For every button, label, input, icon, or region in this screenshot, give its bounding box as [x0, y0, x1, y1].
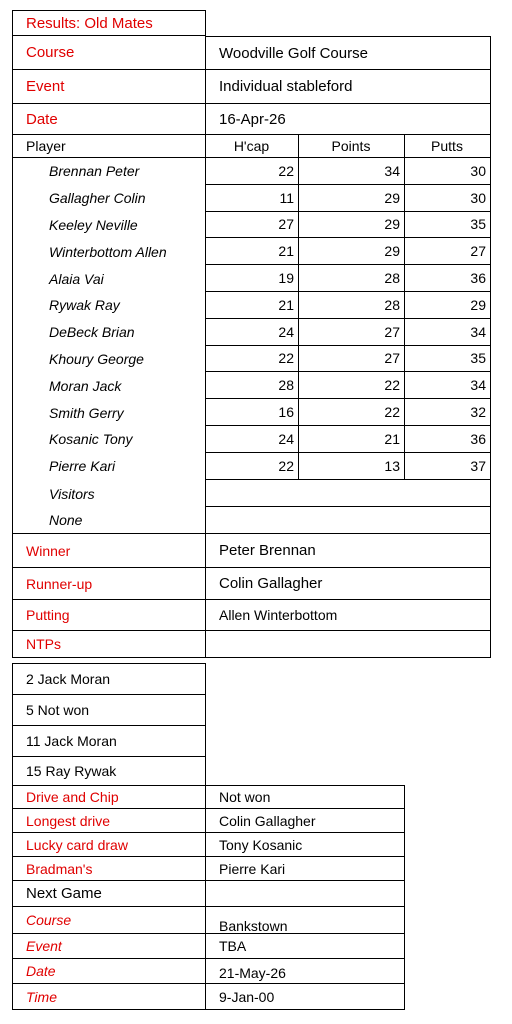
ntps-label: NTPs — [12, 631, 206, 658]
next-date-value: 21-May-26 — [205, 959, 405, 984]
player-putts: 36 — [404, 426, 491, 453]
header-points: Points — [298, 134, 405, 158]
next-game-label: Next Game — [12, 881, 206, 907]
ntp-item-text: 5 Not won — [12, 694, 206, 725]
player-putts: 35 — [404, 346, 491, 373]
header-putts: Putts — [404, 134, 491, 158]
lucky-card-draw-label: Lucky card draw — [12, 833, 206, 857]
runner-up-value: Colin Gallagher — [205, 568, 491, 600]
winner-label: Winner — [12, 534, 206, 568]
player-hcap: 19 — [205, 265, 299, 292]
next-game-value — [205, 881, 405, 907]
ntp-item-text: 15 Ray Rywak — [12, 756, 206, 785]
player-points: 22 — [298, 372, 405, 399]
next-time-label: Time — [12, 984, 206, 1010]
longest-drive-label: Longest drive — [12, 809, 206, 833]
ntp-item-text: 2 Jack Moran — [12, 663, 206, 694]
player-putts: 29 — [404, 292, 491, 319]
player-hcap: 24 — [205, 426, 299, 453]
player-putts: 34 — [404, 372, 491, 399]
player-name: Keeley Neville — [12, 212, 206, 239]
next-course-value: Bankstown — [205, 907, 405, 934]
player-putts: 32 — [404, 399, 491, 426]
player-hcap: 22 — [205, 158, 299, 185]
player-putts: 35 — [404, 212, 491, 239]
player-points: 28 — [298, 292, 405, 319]
next-event-label: Event — [12, 934, 206, 959]
player-putts: 36 — [404, 265, 491, 292]
winner-value: Peter Brennan — [205, 534, 491, 568]
player-name: Gallagher Colin — [12, 185, 206, 212]
player-name: Kosanic Tony — [12, 426, 206, 453]
player-putts: 34 — [404, 319, 491, 346]
player-name: Pierre Kari — [12, 453, 206, 480]
visitors-none-value — [205, 507, 491, 534]
bradmans-label: Bradman's — [12, 857, 206, 881]
player-points: 29 — [298, 212, 405, 239]
header-hcap: H'cap — [205, 134, 299, 158]
player-points: 34 — [298, 158, 405, 185]
visitors-label: Visitors — [12, 480, 206, 507]
next-date-label: Date — [12, 959, 206, 984]
player-name: Winterbottom Allen — [12, 238, 206, 265]
putting-value: Allen Winterbottom — [205, 600, 491, 631]
next-event-value: TBA — [205, 934, 405, 959]
player-hcap: 21 — [205, 292, 299, 319]
player-points: 28 — [298, 265, 405, 292]
player-points: 21 — [298, 426, 405, 453]
player-putts: 30 — [404, 185, 491, 212]
event-label: Event — [12, 70, 206, 104]
results-title: Results: Old Mates — [12, 10, 206, 36]
player-name: Rywak Ray — [12, 292, 206, 319]
player-hcap: 27 — [205, 212, 299, 239]
player-putts: 37 — [404, 453, 491, 480]
player-points: 29 — [298, 238, 405, 265]
player-putts: 27 — [404, 238, 491, 265]
visitors-value — [205, 480, 491, 507]
player-hcap: 24 — [205, 319, 299, 346]
player-points: 27 — [298, 346, 405, 373]
ntps-value — [205, 631, 491, 658]
player-hcap: 21 — [205, 238, 299, 265]
putting-label: Putting — [12, 600, 206, 631]
drive-and-chip-value: Not won — [205, 785, 405, 809]
player-putts: 30 — [404, 158, 491, 185]
drive-and-chip-label: Drive and Chip — [12, 785, 206, 809]
visitors-none: None — [12, 507, 206, 534]
player-name: DeBeck Brian — [12, 319, 206, 346]
player-hcap: 22 — [205, 453, 299, 480]
player-name: Alaia Vai — [12, 265, 206, 292]
player-name: Brennan Peter — [12, 158, 206, 185]
player-name: Khoury George — [12, 346, 206, 373]
event-value: Individual stableford — [205, 70, 491, 104]
lucky-card-draw-value: Tony Kosanic — [205, 833, 405, 857]
date-label: Date — [12, 104, 206, 134]
longest-drive-value: Colin Gallagher — [205, 809, 405, 833]
next-course-label: Course — [12, 907, 206, 934]
date-value: 16-Apr-26 — [205, 104, 491, 134]
player-points: 27 — [298, 319, 405, 346]
player-hcap: 28 — [205, 372, 299, 399]
player-name: Moran Jack — [12, 372, 206, 399]
player-points: 29 — [298, 185, 405, 212]
header-player: Player — [12, 134, 206, 158]
player-hcap: 22 — [205, 346, 299, 373]
course-value: Woodville Golf Course — [205, 36, 491, 70]
player-hcap: 16 — [205, 399, 299, 426]
course-label: Course — [12, 36, 206, 70]
runner-up-label: Runner-up — [12, 568, 206, 600]
next-time-value: 9-Jan-00 — [205, 984, 405, 1010]
bradmans-value: Pierre Kari — [205, 857, 405, 881]
player-name: Smith Gerry — [12, 399, 206, 426]
ntp-item-text: 11 Jack Moran — [12, 725, 206, 756]
player-hcap: 11 — [205, 185, 299, 212]
player-points: 22 — [298, 399, 405, 426]
player-points: 13 — [298, 453, 405, 480]
